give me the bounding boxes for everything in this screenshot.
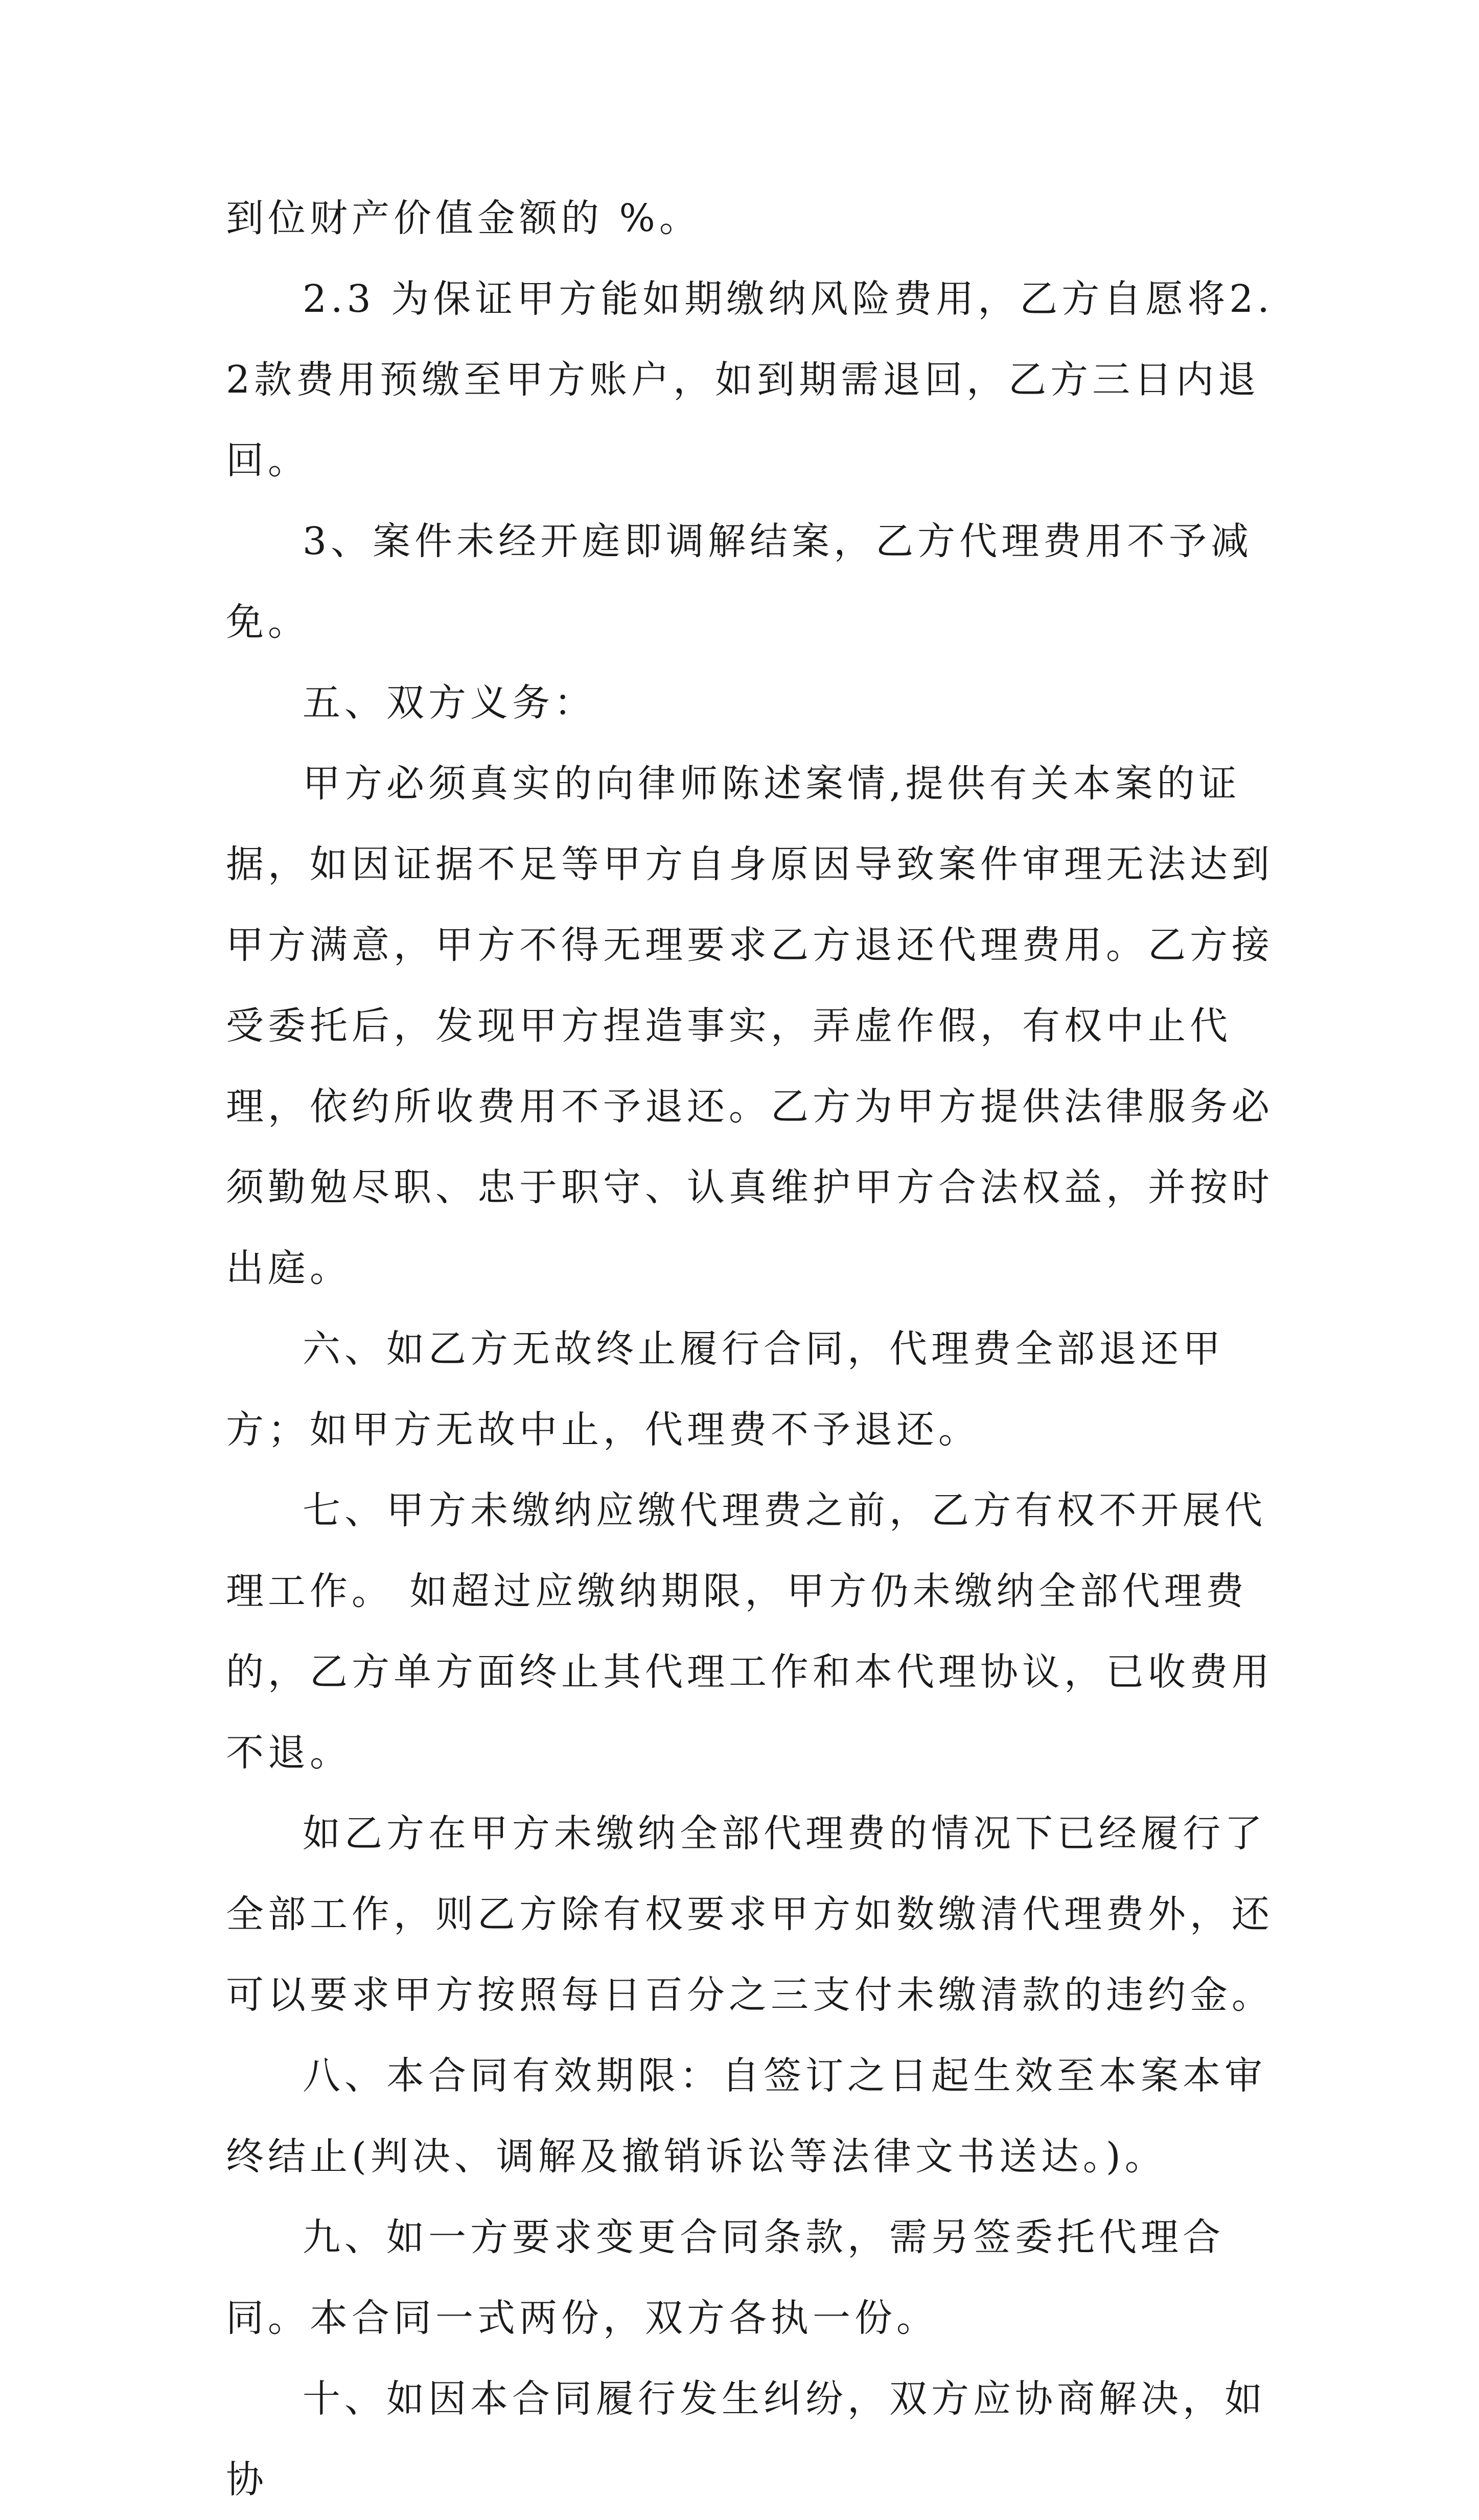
paragraph-obligations: 甲方必须真实的向律师陈述案情,提供有关本案的证据，如因证据不足等甲方自身原因导致案件审理无法达到甲方满意，甲方不得无理要求乙方退还代理费用。乙方接受委托后，发现甲方捏造事实，弄虚作假，有权中止代理，依约所收费用不予退还。乙方为甲方提供法律服务必须勤勉尽职、忠于职守、认真维护甲方合法权益，并按时出庭。 — [226, 762, 1274, 1290]
paragraph-section-8: 八、本合同有效期限：自签订之日起生效至本案本审终结止(判决、调解及撤销诉讼等法律文书送达。)。 — [226, 2054, 1266, 2179]
paragraph-2-3-prepayment: 2.3 为保证甲方能如期缴纳风险费用，乙方自愿将2.2款费用预缴至甲方账户，如到期需退回，乙方三日内退回。 — [226, 277, 1274, 483]
paragraph-section-7: 七、甲方未缴纳应缴代理费之前，乙方有权不开展代理工作。 如超过应缴纳期限，甲方仍未缴纳全部代理费的，乙方单方面终止其代理工作和本代理协议，已收费用不退。 — [226, 1488, 1274, 1775]
paragraph-continuation: 到位财产价值金额的 %。 — [226, 196, 701, 240]
paragraph-section-9: 九、如一方要求变更合同条款，需另签委托代理合同。本合同一式两份，双方各执一份。 — [226, 2215, 1224, 2340]
section-heading-obligations: 五、双方义务： — [303, 681, 596, 725]
paragraph-3-mediation: 3、案件未经开庭即调解结案，乙方代理费用不予减免。 — [226, 519, 1253, 644]
paragraph-penalty: 如乙方在甲方未缴纳全部代理费的情况下已经履行了全部工作，则乙方除有权要求甲方如数缴清代理费外，还可以要求甲方按照每日百分之三支付未缴清款的违约金。 — [226, 1812, 1274, 2017]
contract-body — [226, 178, 1279, 2520]
paragraph-section-10: 十、如因本合同履行发生纠纷，双方应协商解决，如协 — [226, 2377, 1266, 2502]
paragraph-section-6: 六、如乙方无故终止履行合同，代理费全部退还甲方；如甲方无故中止，代理费不予退还。 — [226, 1327, 1224, 1452]
